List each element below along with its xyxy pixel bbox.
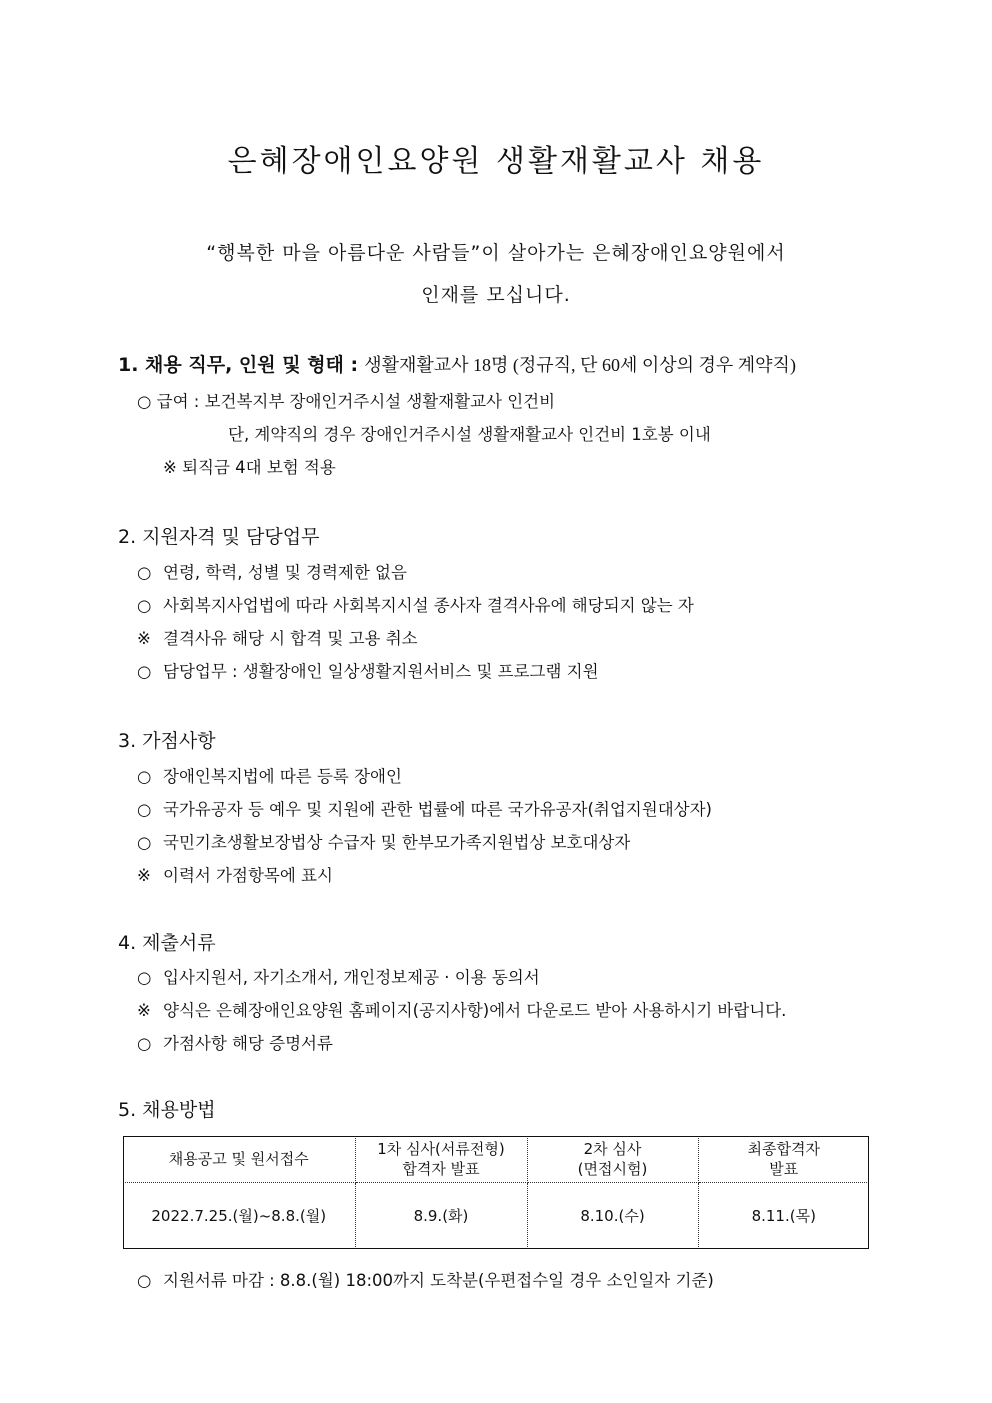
section-1-detail: 생활재활교사 18명 (정규직, 단 60세 이상의 경우 계약직) <box>364 355 796 375</box>
schedule-value-cell: 8.11.(목) <box>751 1206 816 1225</box>
schedule-header-line: 2차 심사 <box>583 1139 642 1158</box>
note-symbol: ※ <box>137 1001 151 1020</box>
section-4-item <box>137 964 540 988</box>
section-4-item-text: 입사지원서, 자기소개서, 개인정보제공 · 이용 동의서 <box>163 968 540 987</box>
section-1-pay: ○ 급여 : 보건복지부 장애인거주시설 생활재활교사 인건비 <box>137 392 556 411</box>
bullet-symbol: ○ <box>137 1271 152 1290</box>
section-2-item-text: 결격사유 해당 시 합격 및 고용 취소 <box>163 629 418 648</box>
section-4-item-text: 양식은 은혜장애인요양원 홈페이지(공지사항)에서 다운로드 받아 사용하시기 바랍니다. <box>163 1001 787 1020</box>
schedule-header-cell <box>527 1136 698 1182</box>
bullet-symbol: ○ <box>137 833 152 852</box>
section-3-item-text: 장애인복지법에 따른 등록 장애인 <box>163 767 402 786</box>
schedule-header-cell <box>123 1136 355 1182</box>
section-2-item-text: 사회복지사업법에 따라 사회복지시설 종사자 결격사유에 해당되지 않는 자 <box>163 596 694 615</box>
deadline-note <box>137 1267 714 1291</box>
section-2-item <box>137 559 407 583</box>
intro-line-1: “행복한 마을 아름다운 사람들”이 살아가는 은혜장애인요양원에서 <box>206 242 786 264</box>
note-symbol: ※ <box>137 866 151 885</box>
section-1-pay-sub: 단, 계약직의 경우 장애인거주시설 생활재활교사 인건비 1호봉 이내 <box>228 425 711 444</box>
bullet-symbol: ○ <box>137 968 152 987</box>
section-3-item <box>137 862 333 886</box>
schedule-header-line: 채용공고 및 원서접수 <box>168 1149 309 1168</box>
bullet-symbol: ○ <box>137 1034 152 1053</box>
intro-line-2: 인재를 모십니다. <box>421 284 571 306</box>
schedule-value-row <box>123 1182 869 1249</box>
bullet-symbol: ○ <box>137 596 152 615</box>
schedule-header-cell <box>698 1136 869 1182</box>
section-3-item-text: 이력서 가점항목에 표시 <box>163 866 333 885</box>
section-2-item <box>137 592 694 616</box>
section-2-item-text: 담당업무 : 생활장애인 일상생활지원서비스 및 프로그램 지원 <box>163 662 599 681</box>
section-1-heading: 1. 채용 직무, 인원 및 형태 : <box>118 354 359 376</box>
schedule-header-line: 합격자 발표 <box>402 1159 480 1178</box>
schedule-header-row <box>123 1136 869 1182</box>
section-2-item-text: 연령, 학력, 성별 및 경력제한 없음 <box>163 563 407 582</box>
bullet-symbol: ○ <box>137 767 152 786</box>
deadline-text: 지원서류 마감 : 8.8.(월) 18:00까지 도착분(우편접수일 경우 소인일자 기준) <box>163 1271 714 1290</box>
schedule-table <box>123 1136 869 1249</box>
bullet-symbol: ○ <box>137 800 152 819</box>
schedule-header-line: 발표 <box>769 1159 799 1178</box>
schedule-value-cell: 8.10.(수) <box>527 1182 698 1249</box>
section-3-item-text: 국가유공자 등 예우 및 지원에 관한 법률에 따른 국가유공자(취업지원대상자) <box>163 800 712 819</box>
schedule-header-line: 1차 심사(서류전형) <box>377 1139 505 1158</box>
schedule-value-cell: 8.9.(화) <box>355 1182 527 1249</box>
section-1-note: ※ 퇴직금 4대 보험 적용 <box>163 458 336 477</box>
section-2-item <box>137 658 599 682</box>
schedule-header-line: (면접시험) <box>577 1159 648 1178</box>
section-3-item <box>137 829 630 853</box>
bullet-symbol: ○ <box>137 563 152 582</box>
bullet-symbol: ○ <box>137 662 152 681</box>
schedule-value-cell: 2022.7.25.(월)~8.8.(월) <box>123 1182 355 1249</box>
section-4-item-text: 가점사항 해당 증명서류 <box>163 1034 333 1053</box>
schedule-header-cell <box>355 1136 527 1182</box>
section-3-item <box>137 763 402 787</box>
page-title: 은혜장애인요양원 생활재활교사 채용 <box>227 144 765 179</box>
section-5-heading: 5. 채용방법 <box>118 1099 216 1121</box>
section-3-item <box>137 796 712 820</box>
section-2-item <box>137 625 418 649</box>
section-4-heading: 4. 제출서류 <box>118 932 216 954</box>
note-symbol: ※ <box>137 629 151 648</box>
section-4-item <box>137 997 786 1021</box>
section-2-heading: 2. 지원자격 및 담당업무 <box>118 526 320 548</box>
schedule-header-line: 최종합격자 <box>747 1139 820 1158</box>
section-3-item-text: 국민기초생활보장법상 수급자 및 한부모가족지원법상 보호대상자 <box>163 833 631 852</box>
section-4-item <box>137 1030 333 1054</box>
section-3-heading: 3. 가점사항 <box>118 730 216 752</box>
section-1-heading-row <box>118 350 796 377</box>
